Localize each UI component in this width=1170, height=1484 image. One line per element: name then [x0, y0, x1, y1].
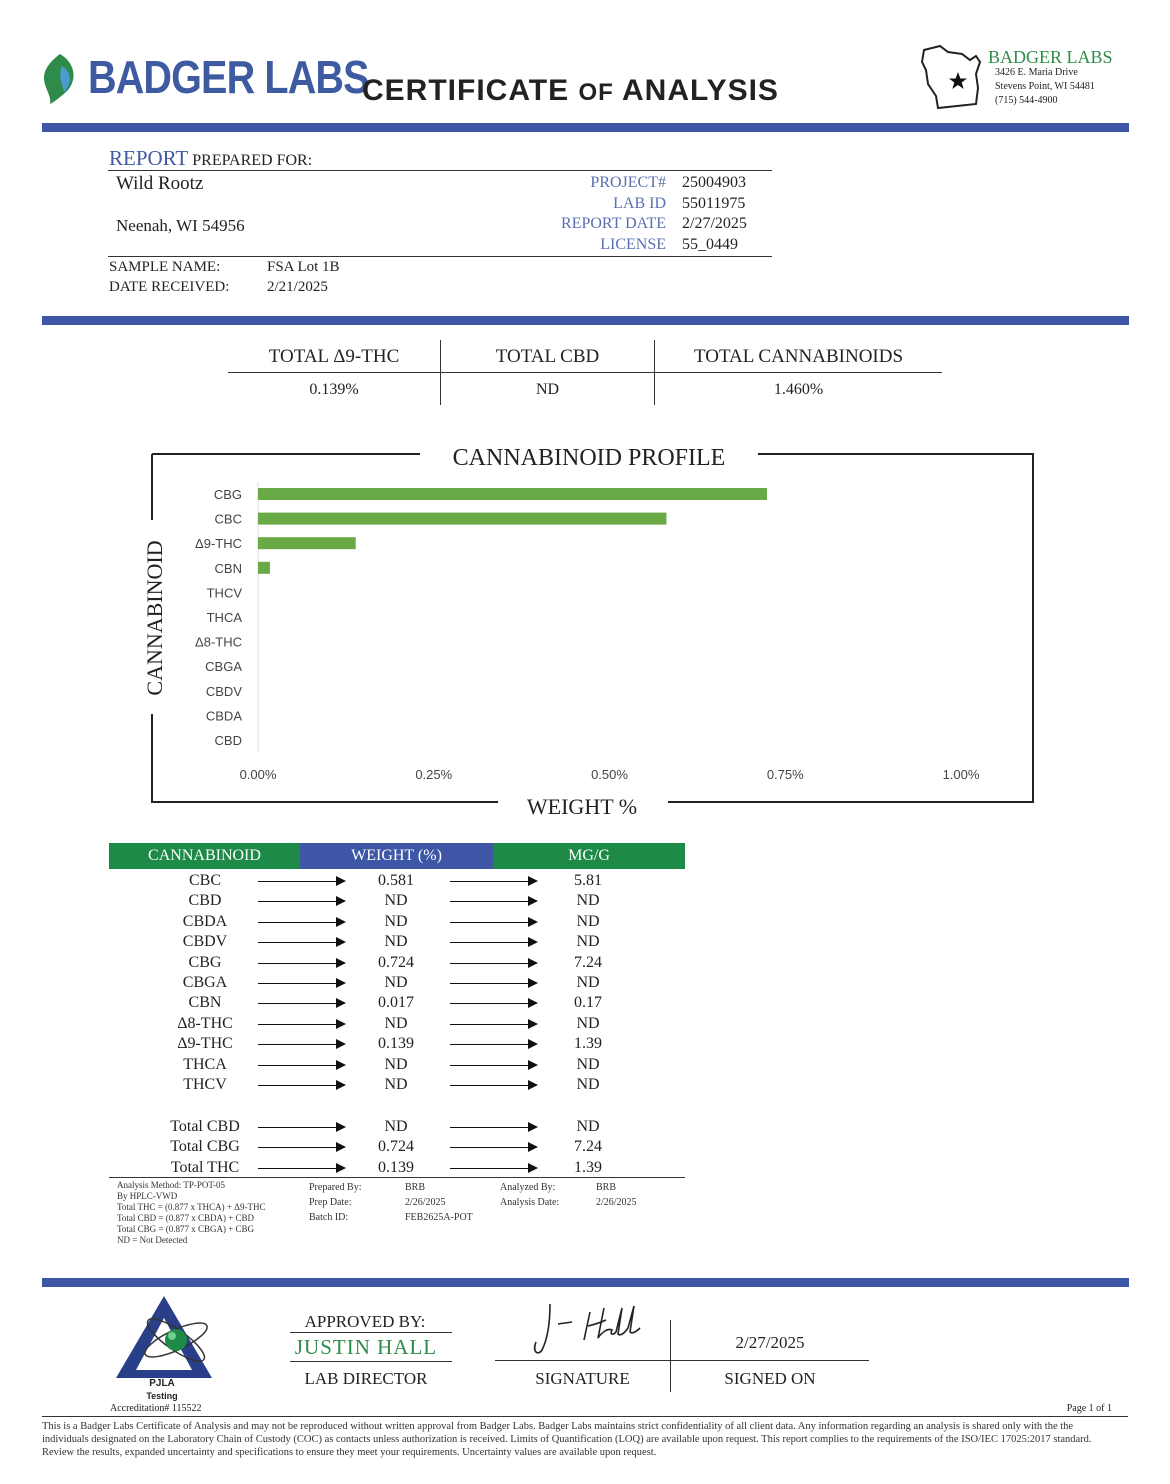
- labid-label: LAB ID: [613, 195, 666, 212]
- signoff-divider: [42, 1278, 1129, 1287]
- row-arrow-icon: [258, 1127, 344, 1128]
- total-cbd-label: TOTAL CBD: [495, 346, 600, 367]
- row-weight: ND: [384, 974, 408, 991]
- row-arrow-icon: [258, 881, 344, 882]
- bar: [258, 488, 767, 500]
- row-cannabinoid: Δ9-THC: [177, 1035, 233, 1053]
- cannabinoid-profile-chart: [0, 430, 1170, 830]
- batch-id-label: Batch ID:: [309, 1212, 349, 1223]
- row-arrow-icon: [258, 1024, 344, 1025]
- sample-name-value: FSA Lot 1B: [267, 259, 340, 275]
- row-cannabinoid: CBDV: [182, 933, 228, 951]
- category-label: CBGA: [205, 659, 242, 675]
- row-arrow-icon: [258, 1147, 344, 1148]
- row-arrow-icon: [450, 881, 536, 882]
- totals-rule: [228, 372, 942, 373]
- analyzed-by-label: Analyzed By:: [500, 1182, 556, 1193]
- header-divider: [42, 123, 1129, 132]
- row-arrow-icon: [450, 963, 536, 964]
- row-weight: ND: [384, 1014, 408, 1032]
- address-lab-name: BADGER LABS: [988, 47, 1113, 67]
- date-received-value: 2/21/2025: [267, 279, 328, 295]
- chart-title: CANNABINOID PROFILE: [452, 445, 726, 471]
- row-arrow-icon: [450, 1127, 536, 1128]
- approved-rule-top: [290, 1332, 452, 1333]
- project-label: PROJECT#: [590, 174, 666, 191]
- signed-date: 2/27/2025: [735, 1333, 805, 1352]
- client-city: Neenah, WI 54956: [116, 216, 245, 235]
- batch-id-value: FEB2625A-POT: [405, 1212, 473, 1223]
- total-thc-value: 0.139%: [309, 381, 359, 398]
- report-date-label: REPORT DATE: [561, 215, 666, 232]
- row-weight: 0.724: [378, 1138, 414, 1156]
- total-cannabinoids-value: 1.460%: [773, 381, 824, 398]
- pjla-accreditation-logo-icon: [112, 1292, 220, 1382]
- category-label: CBDA: [205, 708, 242, 724]
- total-cannabinoids-label: TOTAL CANNABINOIDS: [693, 346, 904, 367]
- row-cannabinoid: CBC: [188, 872, 221, 889]
- row-arrow-icon: [450, 901, 536, 902]
- row-arrow-icon: [450, 1024, 536, 1025]
- row-mg: ND: [576, 1055, 600, 1073]
- address-phone: (715) 544-4900: [995, 95, 1058, 106]
- row-weight: 0.139: [378, 1158, 414, 1176]
- prep-date-label: Prep Date:: [309, 1197, 352, 1208]
- row-mg: 7.24: [574, 1138, 602, 1156]
- analysis-date-value: 2/26/2025: [596, 1197, 637, 1208]
- signature-rule: [495, 1360, 869, 1361]
- disclaimer-text: This is a Badger Labs Certificate of Analysis and may not be reproduced without written approval from Badger Labs. Badger Labs maintains strict confidentiality of all client data. Any information regarding an analysis is shared only with the the individuals designated on the Laboratory Chain of Custody (COC) as contacts unless authorization is received. Limits of Quantification (LOQ) are available upon request. This report complies to the requirements of the ISO/IEC 17025:2017 standard. Review the results, expanded uncertainty and specifications to ensure they meet your requirements. Uncertainty values are available upon request.: [42, 1421, 1092, 1458]
- handwritten-signature-icon: [528, 1298, 648, 1360]
- row-cannabinoid: Total CBD: [170, 1118, 240, 1135]
- address-city: Stevens Point, WI 54481: [995, 81, 1095, 92]
- category-label: CBDV: [205, 683, 242, 699]
- address-street: 3426 E. Maria Drive: [995, 67, 1078, 78]
- bar: [258, 513, 666, 525]
- analysis-date-label: Analysis Date:: [500, 1197, 560, 1208]
- client-divider: [42, 316, 1129, 325]
- page-title: CERTIFICATE OF ANALYSIS: [362, 74, 779, 107]
- badger-leaf-logo-icon: [40, 52, 80, 106]
- prep-date-value: 2/26/2025: [405, 1197, 446, 1208]
- y-axis-title: CANNABINOID: [142, 540, 167, 696]
- row-arrow-icon: [258, 1065, 344, 1066]
- disclaimer-rule: [42, 1416, 1128, 1417]
- prepared-by-label: Prepared By:: [309, 1182, 362, 1193]
- row-cannabinoid: CBN: [188, 994, 222, 1012]
- row-weight: ND: [384, 1055, 408, 1073]
- accreditation-number: Accreditation# 115522: [110, 1403, 202, 1414]
- row-mg: 5.81: [574, 872, 602, 889]
- row-weight: 0.139: [378, 1035, 414, 1053]
- row-weight: ND: [384, 933, 408, 951]
- category-label: CBN: [214, 560, 242, 576]
- approved-by-label: APPROVED BY:: [304, 1312, 426, 1331]
- row-arrow-icon: [258, 942, 344, 943]
- prepared-by-value: BRB: [405, 1182, 426, 1193]
- director-name: JUSTIN HALL: [294, 1335, 438, 1359]
- row-cannabinoid: CBGA: [182, 974, 228, 991]
- row-cannabinoid: CBD: [188, 892, 222, 910]
- row-mg: ND: [576, 1118, 600, 1135]
- category-label: THCA: [206, 610, 242, 625]
- row-arrow-icon: [450, 983, 536, 984]
- row-arrow-icon: [450, 1147, 536, 1148]
- row-mg: ND: [576, 933, 600, 951]
- director-role: LAB DIRECTOR: [304, 1369, 428, 1388]
- row-arrow-icon: [258, 983, 344, 984]
- sample-name-label: SAMPLE NAME:: [109, 259, 221, 275]
- row-cannabinoid: CBDA: [182, 912, 228, 930]
- row-arrow-icon: [258, 922, 344, 923]
- wisconsin-map-icon: [918, 40, 990, 112]
- row-arrow-icon: [258, 1044, 344, 1045]
- row-arrow-icon: [450, 922, 536, 923]
- row-weight: ND: [384, 1076, 408, 1093]
- pjla-name: PJLA: [149, 1378, 175, 1389]
- method-line: Analysis Method: TP-POT-05: [117, 1180, 226, 1190]
- row-arrow-icon: [258, 1085, 344, 1086]
- row-mg: ND: [576, 1076, 600, 1093]
- col-header-cannabinoid: CANNABINOID: [109, 843, 300, 869]
- row-weight: 0.581: [378, 872, 414, 889]
- row-cannabinoid: THCV: [183, 1076, 227, 1093]
- x-tick-label: 1.00%: [942, 767, 980, 782]
- row-mg: 1.39: [574, 1035, 602, 1053]
- row-cannabinoid: THCA: [183, 1055, 227, 1073]
- row-mg: ND: [576, 912, 600, 930]
- row-mg: 7.24: [574, 953, 602, 971]
- row-arrow-icon: [450, 1085, 536, 1086]
- category-label: CBD: [214, 733, 242, 748]
- license-label: LICENSE: [600, 236, 666, 253]
- analyzed-by-value: BRB: [596, 1182, 617, 1193]
- x-axis-title: WEIGHT %: [526, 794, 638, 819]
- total-cbd-value: ND: [535, 381, 560, 398]
- row-weight: ND: [384, 912, 408, 930]
- row-arrow-icon: [258, 963, 344, 964]
- method-notes: [117, 1180, 297, 1246]
- row-cannabinoid: Total CBG: [170, 1138, 240, 1156]
- row-weight: ND: [384, 892, 408, 910]
- category-label: CBG: [213, 487, 242, 502]
- x-tick-label: 0.00%: [239, 767, 277, 782]
- signed-on-label: SIGNED ON: [724, 1369, 816, 1388]
- category-label: CBC: [214, 511, 242, 527]
- row-cannabinoid: CBG: [188, 953, 222, 971]
- x-tick-label: 0.50%: [591, 767, 628, 782]
- col-header-mg: MG/G: [493, 843, 685, 869]
- row-arrow-icon: [450, 1003, 536, 1004]
- row-arrow-icon: [258, 1168, 344, 1169]
- row-arrow-icon: [258, 901, 344, 902]
- row-weight: 0.724: [378, 953, 414, 971]
- pjla-testing: Testing: [146, 1391, 178, 1401]
- bar: [258, 562, 270, 574]
- category-label: Δ8-THC: [195, 634, 242, 650]
- x-tick-label: 0.75%: [766, 767, 804, 782]
- labid-value: 55011975: [682, 195, 746, 212]
- row-arrow-icon: [450, 942, 536, 943]
- method-line: Total CBD = (0.877 x CBDA) + CBD: [117, 1213, 255, 1223]
- row-mg: ND: [576, 1014, 600, 1032]
- client-name: Wild Rootz: [116, 173, 204, 194]
- row-mg: 0.17: [574, 994, 602, 1012]
- total-thc-label: TOTAL Δ9-THC: [268, 346, 400, 367]
- method-line: Total CBG = (0.877 x CBGA) + CBG: [117, 1224, 255, 1234]
- row-arrow-icon: [450, 1168, 536, 1169]
- method-line: By HPLC-VWD: [117, 1191, 178, 1201]
- col-header-weight: WEIGHT (%): [300, 843, 493, 869]
- row-arrow-icon: [450, 1065, 536, 1066]
- method-line: Total THC = (0.877 x THCA) + Δ9-THC: [117, 1202, 266, 1212]
- project-value: 25004903: [682, 174, 746, 191]
- method-line: ND = Not Detected: [117, 1235, 188, 1245]
- category-label: THCV: [206, 585, 242, 601]
- row-arrow-icon: [450, 1044, 536, 1045]
- row-cannabinoid: Δ8-THC: [177, 1014, 233, 1032]
- logo-text: BADGER LABS: [88, 51, 369, 103]
- client-top-rule: [108, 170, 772, 171]
- approved-rule-bottom: [290, 1361, 452, 1362]
- row-cannabinoid: Total THC: [170, 1158, 240, 1176]
- row-mg: ND: [576, 892, 600, 910]
- chart-frame: [152, 454, 1033, 802]
- row-mg: 1.39: [574, 1158, 602, 1176]
- report-prepared-for: REPORT PREPARED FOR:: [109, 146, 313, 170]
- row-mg: ND: [576, 974, 600, 991]
- bar: [258, 537, 356, 549]
- row-weight: 0.017: [378, 994, 414, 1012]
- date-received-label: DATE RECEIVED:: [109, 279, 230, 295]
- row-arrow-icon: [258, 1003, 344, 1004]
- x-tick-label: 0.25%: [415, 767, 453, 782]
- page-number: Page 1 of 1: [1066, 1403, 1112, 1414]
- row-weight: ND: [384, 1118, 408, 1135]
- table-bottom-rule: [109, 1177, 685, 1178]
- license-value: 55_0449: [682, 236, 738, 253]
- signature-label: SIGNATURE: [535, 1369, 630, 1388]
- report-date-value: 2/27/2025: [682, 215, 747, 232]
- client-bottom-rule: [108, 256, 772, 257]
- category-label: Δ9-THC: [195, 536, 242, 552]
